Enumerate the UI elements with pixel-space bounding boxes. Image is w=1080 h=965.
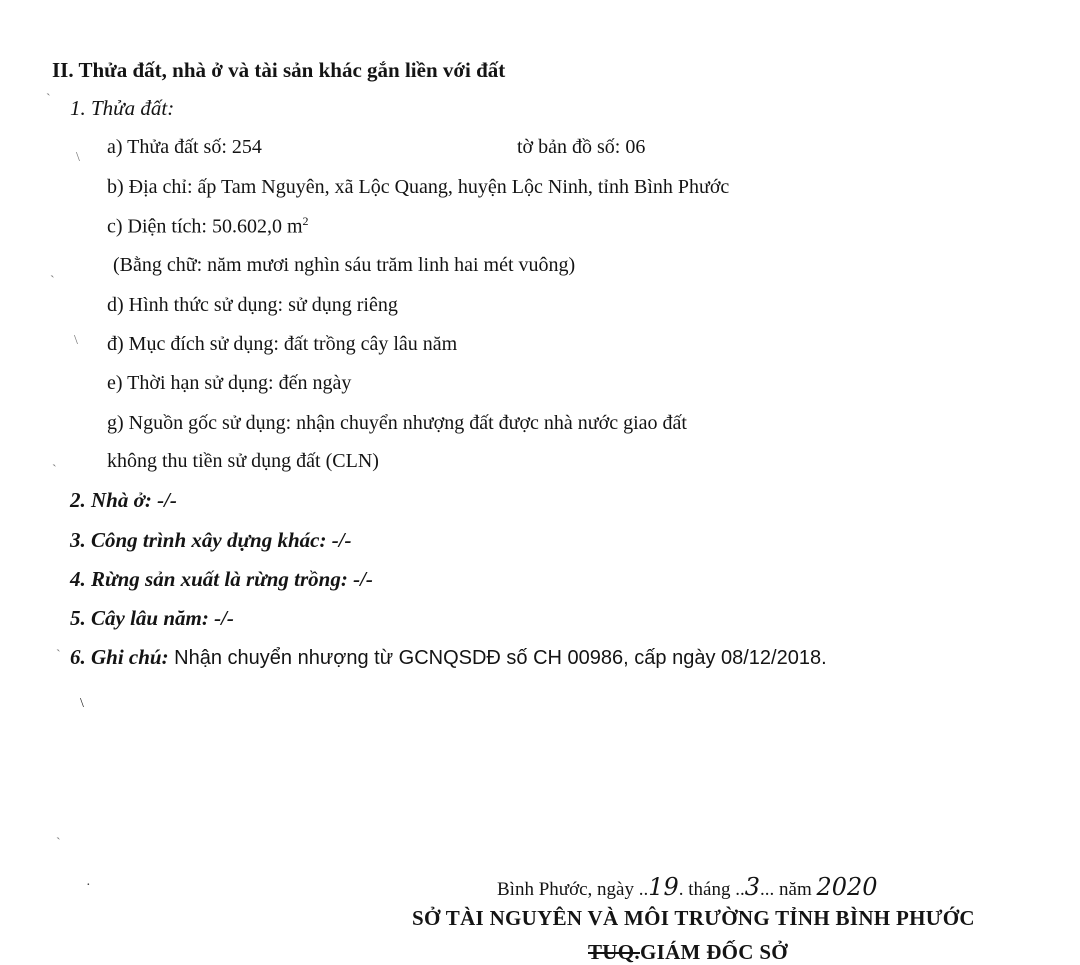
scan-speck: ·	[86, 878, 91, 893]
other-works-item: 3. Công trình xây dựng khác: -/-	[70, 528, 352, 552]
issuing-authority: SỞ TÀI NGUYÊN VÀ MÔI TRƯỜNG TỈNH BÌNH PHƯỚC	[412, 906, 975, 930]
scan-speck: `	[46, 92, 51, 107]
parcel-heading: 1. Thửa đất:	[70, 96, 175, 120]
usage-term: e) Thời hạn sử dụng: đến ngày	[107, 372, 352, 394]
signer-role-title: GIÁM ĐỐC SỞ	[639, 940, 788, 964]
parcel-area-in-words: (Bằng chữ: năm mươi nghìn sáu trăm linh hai mét vuông)	[113, 254, 576, 276]
usage-purpose: đ) Mục đích sử dụng: đất trồng cây lâu năm	[107, 333, 458, 355]
section-title: II. Thửa đất, nhà ở và tài sản khác gắn liền với đất	[52, 58, 506, 82]
scan-speck: `	[56, 648, 61, 663]
scan-speck: `	[56, 836, 61, 851]
signature-year-label: ... năm	[760, 879, 812, 900]
signer-role	[588, 940, 788, 965]
usage-form: d) Hình thức sử dụng: sử dụng riêng	[107, 294, 398, 316]
perennial-item: 5. Cây lâu năm: -/-	[70, 606, 234, 630]
note-label: 6. Ghi chú:	[70, 645, 169, 669]
scan-speck: \	[80, 696, 84, 711]
scan-speck: `	[52, 463, 57, 478]
scan-speck: `	[50, 274, 55, 289]
signature-place: Bình Phước, ngày ..	[497, 879, 649, 900]
signature-month-label: . tháng ..	[678, 879, 745, 900]
signature-month: 3	[744, 873, 761, 901]
usage-origin: g) Nguồn gốc sử dụng: nhận chuyển nhượng đất được nhà nước giao đất	[107, 412, 687, 434]
signature-day: 19	[648, 873, 679, 901]
house-item: 2. Nhà ở: -/-	[70, 488, 177, 512]
usage-origin-continued: không thu tiền sử dụng đất (CLN)	[107, 450, 379, 472]
map-sheet-number: tờ bản đồ số: 06	[517, 136, 646, 158]
parcel-area-value: c) Diện tích: 50.602,0 m	[107, 215, 303, 238]
parcel-area	[107, 214, 309, 239]
signature-year: 2020	[816, 873, 878, 901]
parcel-address: b) Địa chỉ: ấp Tam Nguyên, xã Lộc Quang, huyện Lộc Ninh, tỉnh Bình Phước	[107, 176, 730, 198]
signature-date-line	[497, 873, 878, 901]
area-unit-superscript: 2	[302, 214, 309, 228]
scan-speck: \	[74, 333, 78, 348]
parcel-number: a) Thửa đất số: 254	[107, 136, 262, 158]
signer-role-prefix: TUQ.	[588, 940, 640, 964]
forest-item: 4. Rừng sản xuất là rừng trồng: -/-	[70, 567, 373, 591]
scan-speck: \	[76, 150, 80, 165]
note-text: Nhận chuyển nhượng từ GCNQSDĐ số CH 00986, cấp ngày 08/12/2018.	[174, 647, 827, 669]
note-line	[70, 645, 827, 670]
